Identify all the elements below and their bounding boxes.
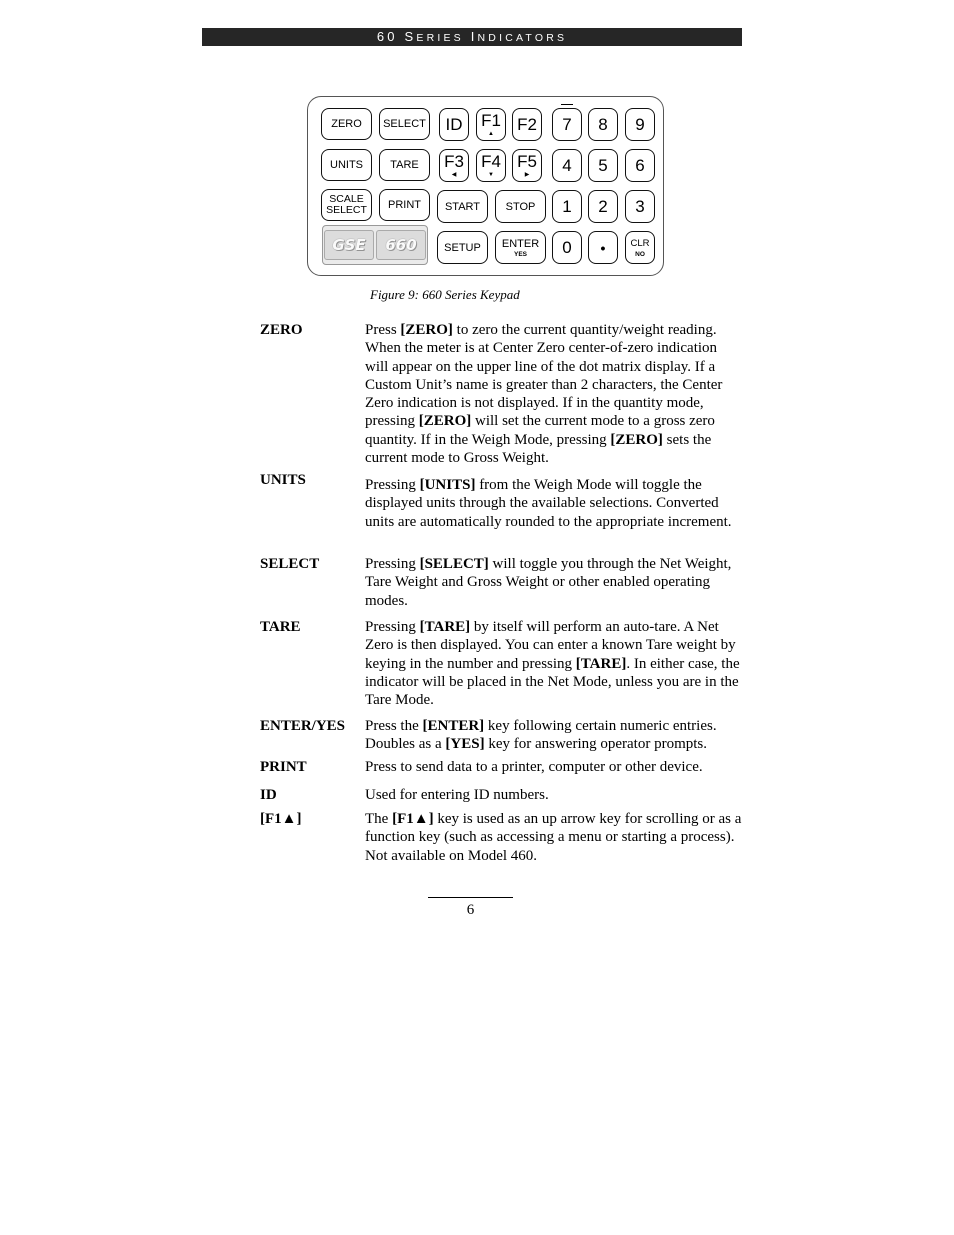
definition-term: PRINT: [260, 759, 307, 775]
id-key[interactable]: ID: [439, 108, 469, 141]
f5-key[interactable]: F5 ▶: [512, 149, 542, 182]
f3-key[interactable]: F3 ◀: [439, 149, 469, 182]
three-key[interactable]: 3: [625, 190, 655, 223]
stop-key[interactable]: STOP: [495, 190, 546, 223]
seven-key[interactable]: 7: [552, 108, 582, 141]
overline-mark: [561, 104, 573, 105]
setup-key[interactable]: SETUP: [437, 231, 488, 264]
definition-term: UNITS: [260, 472, 306, 488]
clr-no-key[interactable]: CLR NO: [625, 231, 655, 264]
footer-rule: [428, 897, 513, 898]
definition-text: Press to send data to a printer, computer or other device.: [365, 759, 703, 775]
four-key[interactable]: 4: [552, 149, 582, 182]
definition-text: Pressing [UNITS] from the Weigh Mode will toggle the displayed units through the available selections. Converted units are automatically rounded to the appropriate increment.: [365, 477, 732, 530]
page-number: 6: [466, 902, 475, 918]
zero-digit-key[interactable]: 0: [552, 231, 582, 264]
definition-text: Press the [ENTER] key following certain numeric entries. Doubles as a [YES] key for answering operator prompts.: [365, 718, 717, 753]
left-arrow-icon: ◀: [451, 172, 457, 178]
model-logo-mark: 660: [376, 230, 426, 260]
start-key[interactable]: START: [437, 190, 488, 223]
definition-term: TARE: [260, 619, 301, 635]
five-key[interactable]: 5: [588, 149, 618, 182]
scale-select-key[interactable]: SCALE SELECT: [321, 189, 372, 221]
nine-key[interactable]: 9: [625, 108, 655, 141]
one-key[interactable]: 1: [552, 190, 582, 223]
definition-text: Used for entering ID numbers.: [365, 787, 549, 803]
right-arrow-icon: ▶: [524, 172, 530, 178]
f4-key[interactable]: F4 ▼: [476, 149, 506, 182]
definition-term: ZERO: [260, 322, 303, 338]
decimal-point-key[interactable]: •: [588, 231, 618, 264]
running-header: 60 SERIES INDICATORS: [202, 28, 742, 46]
two-key[interactable]: 2: [588, 190, 618, 223]
six-key[interactable]: 6: [625, 149, 655, 182]
print-key[interactable]: PRINT: [379, 189, 430, 221]
gse-logo-mark: GSE: [324, 230, 374, 260]
definition-term: ID: [260, 787, 277, 803]
eight-key[interactable]: 8: [588, 108, 618, 141]
definition-term: [F1▲]: [260, 811, 302, 827]
units-key[interactable]: UNITS: [321, 149, 372, 181]
f2-key[interactable]: F2: [512, 108, 542, 141]
keypad-figure: [307, 96, 664, 276]
definition-term: SELECT: [260, 556, 320, 572]
up-arrow-icon: ▲: [488, 131, 494, 137]
definition-text: Press [ZERO] to zero the current quantity/weight reading. When the meter is at Center Zero center-of-zero indication will appear on the upper line of the dot matrix display. If a Custom Unit’s name is greater than 2 characters, the Center Zero indication is not displayed. If in the quantity mode, pressing [ZERO] will set the current mode to a gross zero quantity. If in the Weigh Mode, pressing [ZERO] sets the current mode to Gross Weight.: [365, 322, 723, 467]
definition-term: ENTER/YES: [260, 718, 346, 734]
definition-text: Pressing [TARE] by itself will perform an auto-tare. A Net Zero is then displayed. You can enter a known Tare weight by keying in the number and pressing [TARE]. In either case, the indicator will be placed in the Net Mode, unless you are in the Tare Mode.: [365, 619, 740, 709]
tare-key[interactable]: TARE: [379, 149, 430, 181]
figure-caption: Figure 9: 660 Series Keypad: [370, 287, 520, 302]
select-key[interactable]: SELECT: [379, 108, 430, 140]
enter-yes-key[interactable]: ENTER YES: [495, 231, 546, 264]
f1-key[interactable]: F1 ▲: [476, 108, 506, 141]
gse-660-logo: [322, 225, 428, 265]
definition-text: The [F1▲] key is used as an up arrow key for scrolling or as a function key (such as accessing a menu or starting a process). Not available on Model 460.: [365, 811, 742, 864]
down-arrow-icon: ▼: [488, 172, 494, 178]
definition-text: Pressing [SELECT] will toggle you through the Net Weight, Tare Weight and Gross Weight or other enabled operating modes.: [365, 556, 732, 609]
zero-key[interactable]: ZERO: [321, 108, 372, 140]
